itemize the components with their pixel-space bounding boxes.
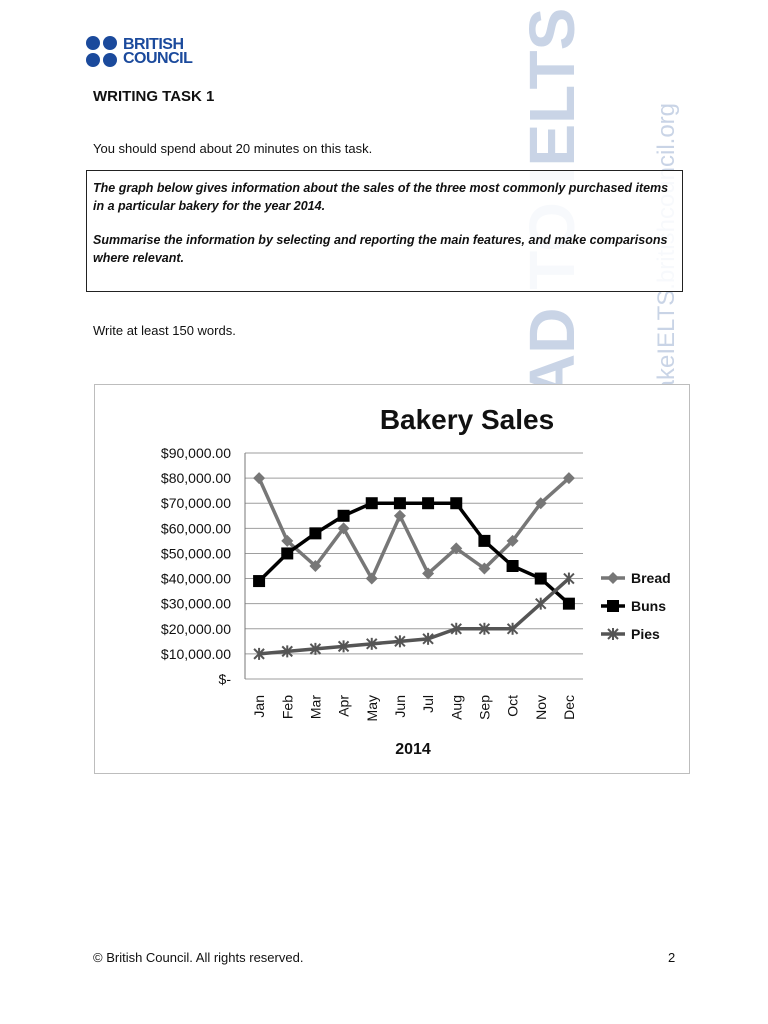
bread-point bbox=[253, 472, 265, 484]
legend-item-bread bbox=[601, 570, 671, 586]
copyright-text: © British Council. All rights reserved. bbox=[93, 950, 304, 965]
bread-point bbox=[394, 510, 406, 522]
x-tick-label: Feb bbox=[279, 695, 296, 720]
x-tick-label: Aug bbox=[448, 695, 465, 720]
x-tick-label: Nov bbox=[532, 695, 549, 720]
x-axis-label: 2014 bbox=[395, 741, 431, 758]
legend-label-buns: Buns bbox=[631, 598, 666, 614]
y-tick-label: $60,000.00 bbox=[160, 520, 231, 537]
buns-point bbox=[450, 497, 462, 509]
buns-point bbox=[281, 547, 293, 559]
chart-frame bbox=[94, 384, 690, 774]
prompt-paragraph-1: The graph below gives information about the sales of the three most commonly purchased items in a particular bakery for the year 2014. bbox=[93, 181, 669, 213]
legend-label-pies: Pies bbox=[631, 626, 660, 642]
pies-line bbox=[259, 579, 569, 654]
y-tick-label: $20,000.00 bbox=[160, 620, 231, 637]
prompt-paragraph-2: Summarise the information by selecting and reporting the main features, and make comparisons where relevant. bbox=[93, 233, 668, 265]
buns-point bbox=[535, 573, 547, 585]
buns-point bbox=[338, 510, 350, 522]
prompt-box bbox=[86, 170, 683, 292]
legend-item-buns bbox=[601, 598, 666, 614]
british-council-logo bbox=[86, 36, 192, 68]
legend-marker-bread bbox=[607, 572, 619, 584]
x-tick-label: Mar bbox=[307, 695, 324, 720]
y-tick-label: $30,000.00 bbox=[160, 595, 231, 612]
bakery-sales-chart bbox=[95, 385, 689, 773]
logo-line-2: COUNCIL bbox=[123, 50, 193, 67]
x-tick-label: Dec bbox=[560, 695, 577, 720]
y-tick-label: $70,000.00 bbox=[160, 495, 231, 512]
legend-item-pies bbox=[601, 626, 660, 642]
x-tick-label: Sep bbox=[476, 695, 493, 720]
x-tick-label: Oct bbox=[504, 695, 521, 717]
buns-point bbox=[394, 497, 406, 509]
x-tick-label: Jan bbox=[251, 695, 268, 718]
y-tick-label: $10,000.00 bbox=[160, 645, 231, 662]
series-pies bbox=[254, 573, 574, 660]
word-count-note: Write at least 150 words. bbox=[93, 323, 236, 338]
x-tick-label: Apr bbox=[335, 695, 352, 717]
x-tick-label: Jun bbox=[391, 695, 408, 718]
buns-point bbox=[507, 560, 519, 572]
legend-marker-buns bbox=[607, 600, 619, 612]
logo-dots-icon bbox=[86, 36, 118, 68]
logo-line-1: BRITISH bbox=[123, 36, 184, 53]
y-tick-label: $90,000.00 bbox=[160, 445, 231, 461]
y-tick-label: $50,000.00 bbox=[160, 545, 231, 562]
page-number: 2 bbox=[668, 950, 676, 965]
logo-text bbox=[123, 38, 192, 66]
chart-title: Bakery Sales bbox=[379, 404, 555, 435]
buns-point bbox=[422, 497, 434, 509]
legend-label-bread: Bread bbox=[631, 570, 671, 586]
buns-point bbox=[253, 575, 265, 587]
y-tick-label: $40,000.00 bbox=[160, 570, 231, 587]
buns-point bbox=[366, 497, 378, 509]
buns-point bbox=[563, 598, 575, 610]
y-tick-label: $80,000.00 bbox=[160, 470, 231, 487]
x-tick-label: May bbox=[363, 695, 380, 722]
buns-point bbox=[478, 535, 490, 547]
y-tick-label: $- bbox=[218, 671, 231, 687]
time-note: You should spend about 20 minutes on this task. bbox=[93, 141, 373, 156]
buns-point bbox=[309, 527, 321, 539]
x-tick-label: Jul bbox=[420, 695, 437, 713]
task-title: WRITING TASK 1 bbox=[93, 88, 215, 105]
